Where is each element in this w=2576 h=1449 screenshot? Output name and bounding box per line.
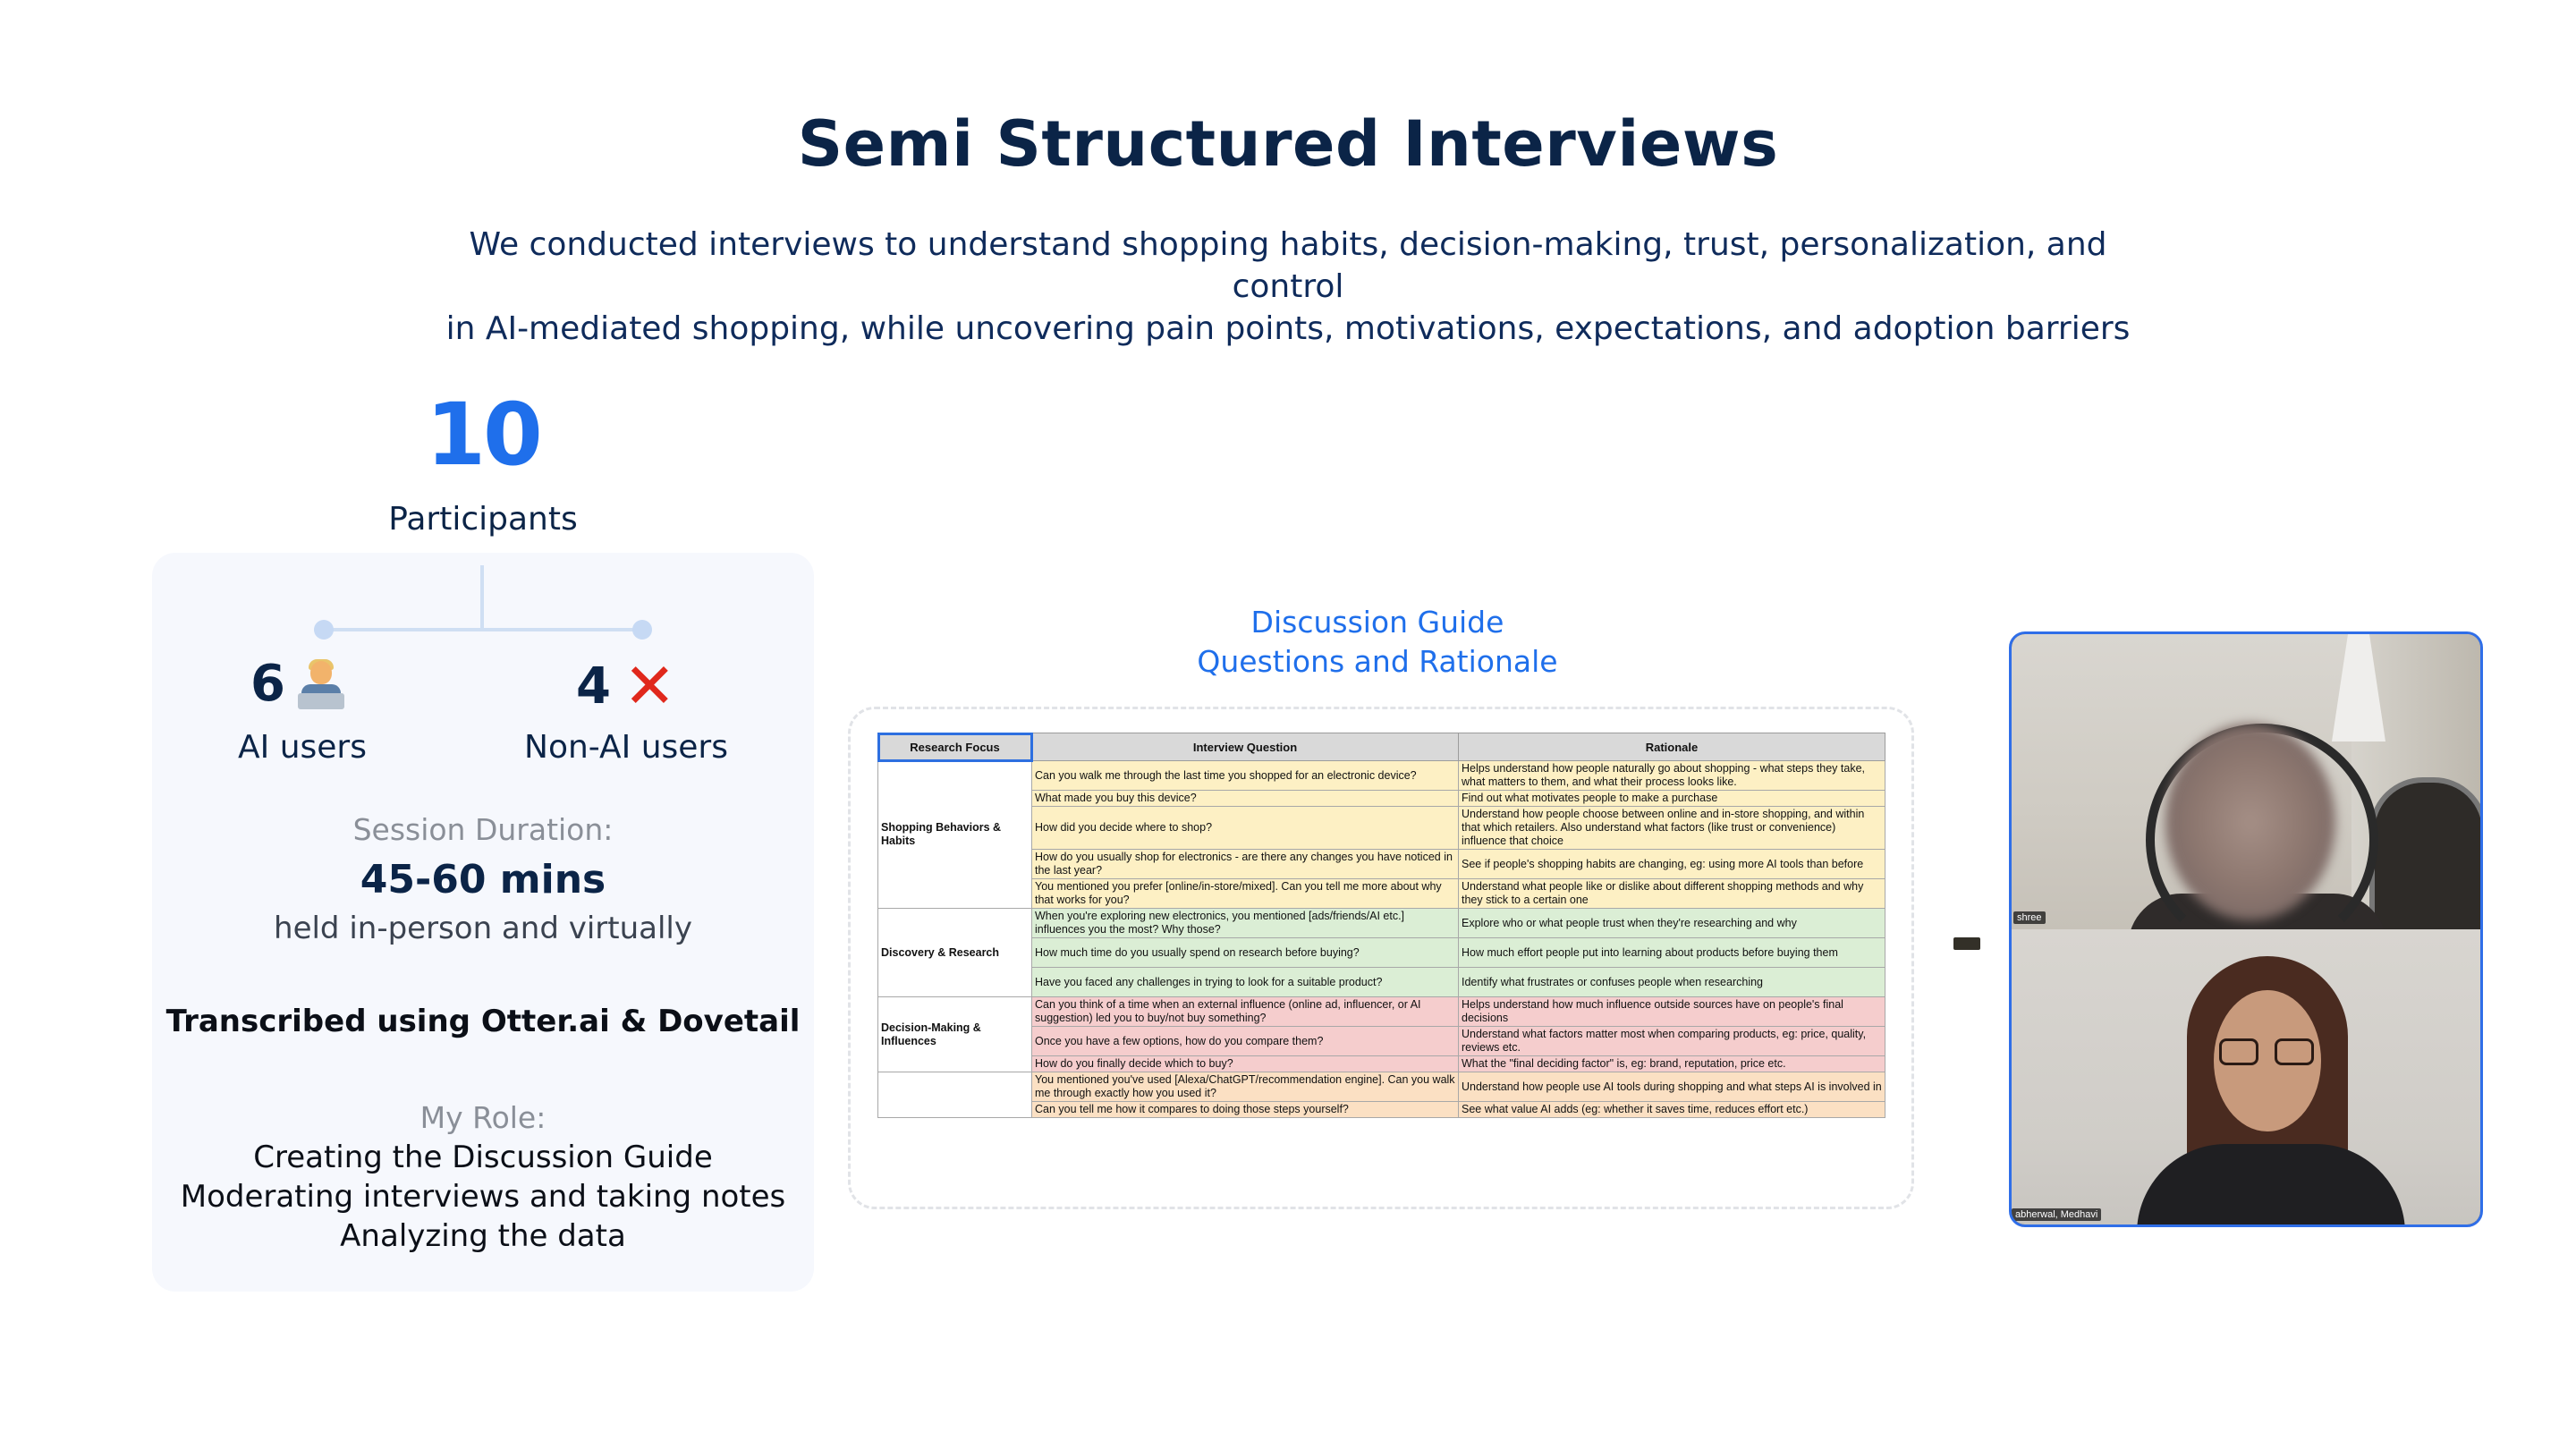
ai-users-count: [250, 655, 344, 713]
tree-node-left: [314, 620, 334, 640]
rationale-cell[interactable]: How much effort people put into learning about products before buying them: [1459, 938, 1885, 968]
table-row: [878, 997, 1885, 1027]
session-mode: held in-person and virtually: [274, 911, 692, 946]
rationale-cell[interactable]: Helps understand how much influence outside sources have on people's final decisions: [1459, 997, 1885, 1027]
table-row: [878, 761, 1885, 791]
technologist-icon: [298, 659, 344, 709]
guide-title-line-2: Questions and Rationale: [1197, 644, 1558, 679]
participants-label: Participants: [388, 501, 578, 538]
column-header[interactable]: Interview Question: [1032, 733, 1459, 761]
rationale-cell[interactable]: Identify what frustrates or confuses people when researching: [1459, 968, 1885, 997]
video-tile-top: [2012, 634, 2480, 929]
table-row: [878, 1072, 1885, 1102]
interview-question-cell[interactable]: How much time do you usually spend on research before buying?: [1032, 938, 1459, 968]
discussion-guide-title: [1109, 603, 1646, 682]
ai-users-number: 6: [250, 655, 285, 713]
interview-question-cell[interactable]: You mentioned you've used [Alexa/ChatGPT/recommendation engine]. Can you walk me through exactly how you used it?: [1032, 1072, 1459, 1102]
non-ai-users-label: Non-AI users: [524, 729, 728, 766]
rationale-cell[interactable]: Understand what factors matter most when comparing products, eg: price, quality, reviews etc.: [1459, 1027, 1885, 1056]
role-item: Creating the Discussion Guide: [253, 1140, 713, 1175]
video-call-window: [2009, 631, 2483, 1227]
research-focus-cell[interactable]: [878, 1072, 1032, 1118]
discussion-guide-table: [877, 733, 1885, 1118]
discussion-guide-sheet: [848, 707, 1914, 1209]
non-ai-users-count: [576, 649, 676, 723]
interview-question-cell[interactable]: Once you have a few options, how do you compare them?: [1032, 1027, 1459, 1056]
table-body: [878, 761, 1885, 1118]
rationale-cell[interactable]: See if people's shopping habits are changing, eg: using more AI tools than before: [1459, 850, 1885, 879]
participant-name-tag: abherwal, Medhavi: [2012, 1208, 2101, 1221]
interview-question-cell[interactable]: What made you buy this device?: [1032, 791, 1459, 807]
interview-question-cell[interactable]: Can you tell me how it compares to doing those steps yourself?: [1032, 1102, 1459, 1118]
session-duration-value: 45-60 mins: [360, 857, 606, 902]
rationale-cell[interactable]: Helps understand how people naturally go about shopping - what steps they take, what matters to them, and what their process looks like.: [1459, 761, 1885, 791]
tree-branch: [324, 628, 644, 631]
column-header[interactable]: Rationale: [1459, 733, 1885, 761]
subtitle-line-2: in AI-mediated shopping, while uncovering pain points, motivations, expectations, and adoption barriers: [445, 310, 2131, 347]
minimize-mark: [1953, 937, 1980, 950]
rationale-cell[interactable]: Explore who or what people trust when they're researching and why: [1459, 909, 1885, 938]
rationale-cell[interactable]: What the "final deciding factor" is, eg: brand, reputation, price etc.: [1459, 1056, 1885, 1072]
ai-users-label: AI users: [238, 729, 367, 766]
research-focus-cell[interactable]: Decision-Making & Influences: [878, 997, 1032, 1072]
rationale-cell[interactable]: Understand what people like or dislike about different shopping methods and why they stick to a certain one: [1459, 879, 1885, 909]
subtitle-line-1: We conducted interviews to understand shopping habits, decision-making, trust, personalization, and control: [469, 226, 2107, 305]
interview-question-cell[interactable]: How do you finally decide which to buy?: [1032, 1056, 1459, 1072]
research-focus-cell[interactable]: Shopping Behaviors & Habits: [878, 761, 1032, 909]
session-duration-label: Session Duration:: [352, 812, 614, 847]
blurred-face: [2165, 724, 2335, 920]
table-header-row: [878, 733, 1885, 761]
role-item: Moderating interviews and taking notes: [180, 1179, 786, 1215]
participant-count: 10: [426, 385, 540, 485]
participant-name-tag: shree: [2013, 911, 2046, 924]
column-header[interactable]: Research Focus: [878, 733, 1032, 761]
video-tile-bottom: [2012, 929, 2480, 1224]
interview-question-cell[interactable]: Can you think of a time when an external influence (online ad, influencer, or AI suggestion) led you to buy/not buy something?: [1032, 997, 1459, 1027]
tree-node-right: [632, 620, 652, 640]
interview-question-cell[interactable]: How do you usually shop for electronics - are there any changes you have noticed in the last year?: [1032, 850, 1459, 879]
interview-question-cell[interactable]: Have you faced any challenges in trying to look for a suitable product?: [1032, 968, 1459, 997]
table-row: [878, 909, 1885, 938]
non-ai-users-number: 4: [576, 657, 611, 716]
red-cross-icon: ✕: [623, 649, 676, 723]
interview-question-cell[interactable]: When you're exploring new electronics, you mentioned [ads/friends/AI etc.] influences you the most? Why those?: [1032, 909, 1459, 938]
tree-trunk: [480, 565, 484, 630]
rationale-cell[interactable]: Understand how people choose between online and in-store shopping, and within that which retailers. Also understand what factors (like trust or convenience) influence that choice: [1459, 807, 1885, 850]
guide-title-line-1: Discussion Guide: [1250, 605, 1504, 640]
interview-question-cell[interactable]: How did you decide where to shop?: [1032, 807, 1459, 850]
research-focus-cell[interactable]: Discovery & Research: [878, 909, 1032, 997]
interview-question-cell[interactable]: You mentioned you prefer [online/in-store/mixed]. Can you tell me more about why that works for you?: [1032, 879, 1459, 909]
rationale-cell[interactable]: Find out what motivates people to make a purchase: [1459, 791, 1885, 807]
rationale-cell[interactable]: Understand how people use AI tools during shopping and what steps AI is involved in: [1459, 1072, 1885, 1102]
role-item: Analyzing the data: [340, 1218, 626, 1254]
interview-question-cell[interactable]: Can you walk me through the last time you shopped for an electronic device?: [1032, 761, 1459, 791]
role-label: My Role:: [419, 1100, 547, 1135]
page-title: Semi Structured Interviews: [797, 107, 1779, 181]
page-subtitle: [429, 224, 2147, 350]
transcription-note: Transcribed using Otter.ai & Dovetail: [165, 1004, 801, 1039]
rationale-cell[interactable]: See what value AI adds (eg: whether it saves time, reduces effort etc.): [1459, 1102, 1885, 1118]
